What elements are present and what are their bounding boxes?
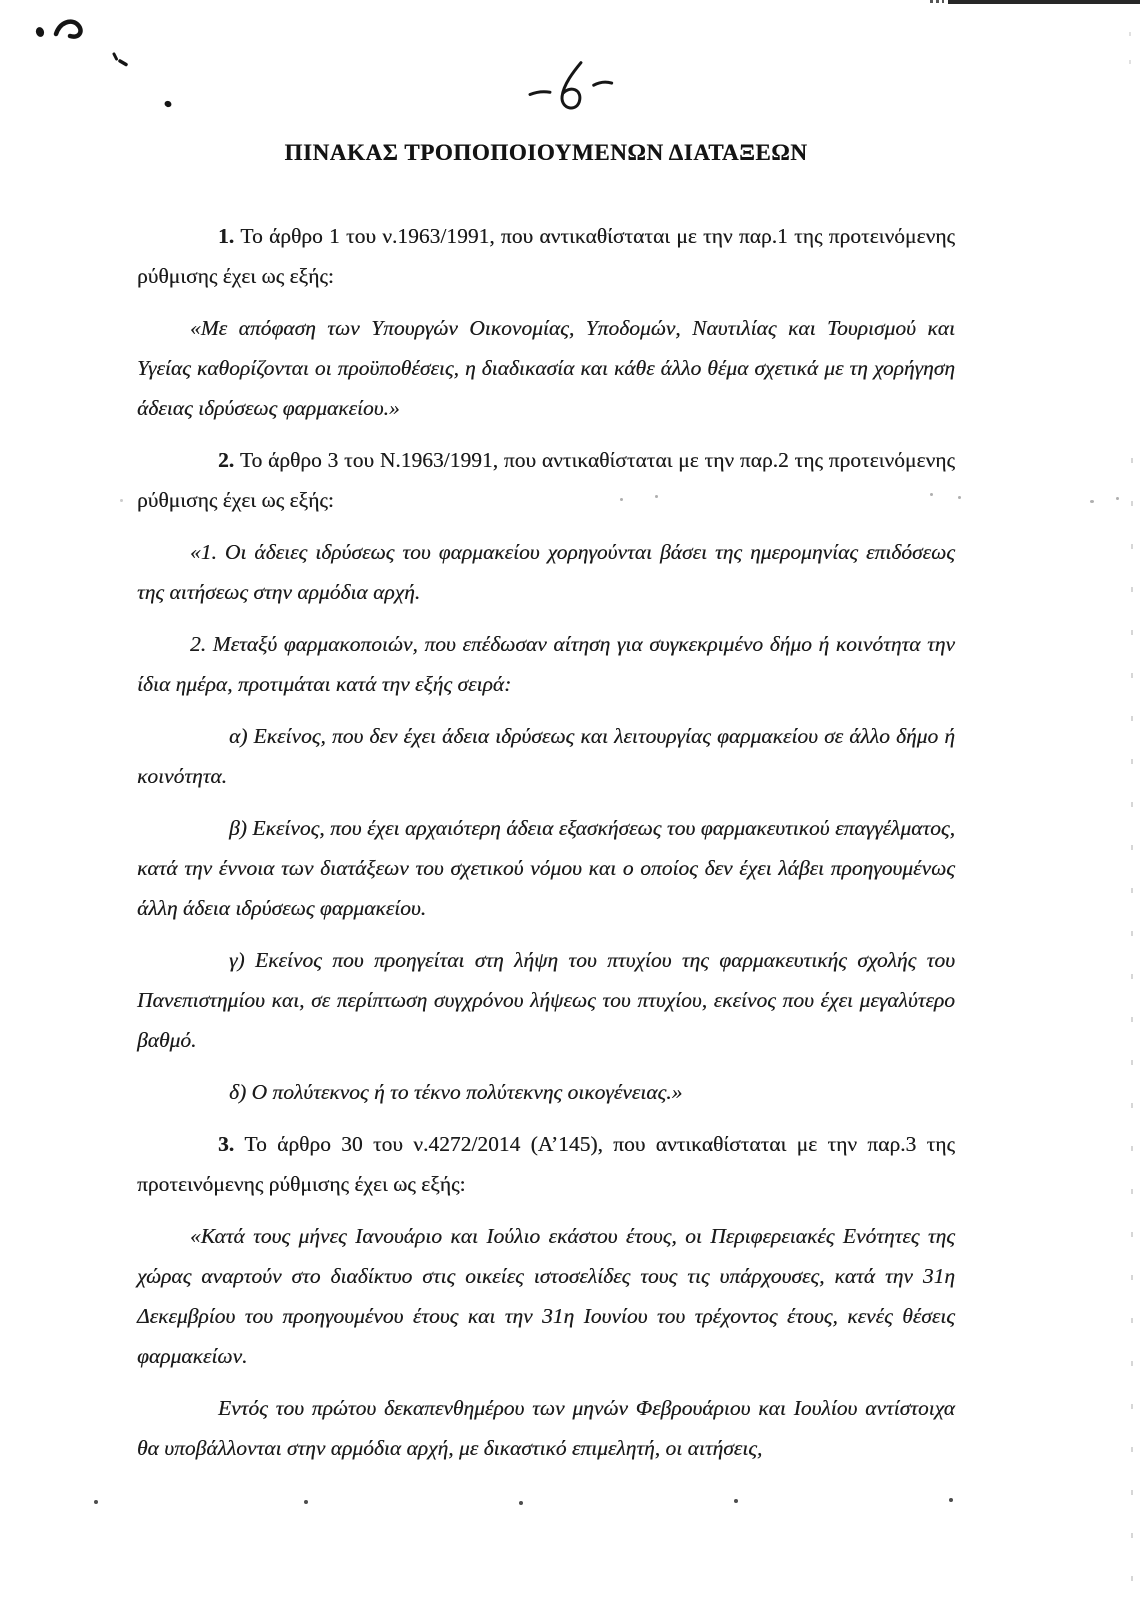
paragraph-12: Εντός του πρώτου δεκαπενθημέρου των μηνών Φεβρουάριου και Ιουλίου αντίστοιχα θα υποβάλλονται στην αρμόδια αρχή, με δικαστικό επιμελητή, οι αιτήσεις, <box>137 1396 955 1460</box>
paragraph-number: 3. <box>218 1132 235 1156</box>
paragraph-9: δ) Ο πολύτεκνος ή το τέκνο πολύτεκνης οικογένειας.» <box>229 1080 683 1104</box>
paragraph-3: 2. Το άρθρο 3 του Ν.1963/1991, που αντικαθίσταται με την παρ.2 της προτεινόμενης ρύθμισης έχει ως εξής: <box>137 448 955 512</box>
speckle-dot <box>949 1498 953 1502</box>
paragraph-number: 2. <box>218 448 235 472</box>
speckle-dot <box>304 1500 308 1504</box>
handwritten-ink-marks-icon <box>18 8 218 118</box>
paragraph-4: «1. Οι άδειες ιδρύσεως του φαρμακείου χορηγούνται βάσει της ημερομηνίας επιδόσεως της αιτήσεως στην αρμόδια αρχή. <box>137 540 955 604</box>
document-body <box>137 216 955 1468</box>
paragraph-1: 1. Το άρθρο 1 του ν.1963/1991, που αντικαθίσταται με την παρ.1 της προτεινόμενης ρύθμισης έχει ως εξής: <box>137 224 955 288</box>
paragraph-2: «Με απόφαση των Υπουργών Οικονομίας, Υποδομών, Ναυτιλίας και Τουρισμού και Υγείας καθορίζονται οι προϋποθέσεις, η διαδικασία και κάθε άλλο θέμα σχετικά με τη χορήγηση άδειας ιδρύσεως φαρμακείου.» <box>137 316 955 420</box>
handwritten-page-number-icon <box>521 56 623 125</box>
speckle-dot <box>620 498 623 501</box>
speckle-dot <box>930 493 933 496</box>
paragraph-7: β) Εκείνος, που έχει αρχαιότερη άδεια εξασκήσεως του φαρμακευτικού επαγγέλματος, κατά την έννοια των διατάξεων του σχετικού νόμου και ο οποίος δεν έχει λάβει προηγουμένως άλλη άδεια ιδρύσεως φαρμακείου. <box>137 816 955 920</box>
scan-artifact-right-edge <box>1131 420 1133 1590</box>
speckle-dot <box>120 499 123 502</box>
page-title: ΠΙΝΑΚΑΣ ΤΡΟΠΟΠΟΙΟΥΜΕΝΩΝ ΔΙΑΤΑΞΕΩΝ <box>284 140 808 165</box>
page-number <box>521 56 623 130</box>
speckle-dot <box>655 495 658 498</box>
speckle-dot <box>734 1499 738 1503</box>
speckle-dot <box>519 1501 523 1505</box>
speckle-dot <box>1116 497 1119 500</box>
paragraph-8: γ) Εκείνος που προηγείται στη λήψη του πτυχίου της φαρμακευτικής σχολής του Πανεπιστημίου και, σε περίπτωση συγχρόνου λήψεως του πτυχίου, εκείνος που έχει μεγαλύτερο βαθμό. <box>137 948 955 1052</box>
scan-artifact-top-line <box>948 0 1140 4</box>
paragraph-number: 1. <box>218 224 235 248</box>
paragraph-11: «Κατά τους μήνες Ιανουάριο και Ιούλιο εκάστου έτους, οι Περιφερειακές Ενότητες της χώρας αναρτούν στο διαδίκτυο στις οικείες ιστοσελίδες τους τις υπάρχουσες, κατά την 31η Δεκεμβρίου του προηγουμένου έτους και την 31η Ιουνίου του τρέχοντος έτους, κενές θέσεις φαρμακείων. <box>137 1224 955 1368</box>
paragraph-5: 2. Μεταξύ φαρμακοποιών, που επέδωσαν αίτηση για συγκεκριμένο δήμο ή κοινότητα την ίδια ημέρα, προτιμάται κατά την εξής σειρά: <box>137 632 955 696</box>
scan-artifact-top-tick <box>930 0 944 3</box>
scan-artifact-right-edge-top <box>1129 8 1131 68</box>
paragraph-10: 3. Το άρθρο 30 του ν.4272/2014 (Α’145), που αντικαθίσταται με την παρ.3 της προτεινόμενης ρύθμισης έχει ως εξής: <box>137 1132 955 1196</box>
speckle-dot <box>1090 500 1094 503</box>
speckle-dot <box>94 1500 98 1504</box>
paragraph-6: α) Εκείνος, που δεν έχει άδεια ιδρύσεως και λειτουργίας φαρμακείου σε άλλο δήμο ή κοινότητα. <box>137 724 955 788</box>
speckle-dot <box>958 496 961 499</box>
